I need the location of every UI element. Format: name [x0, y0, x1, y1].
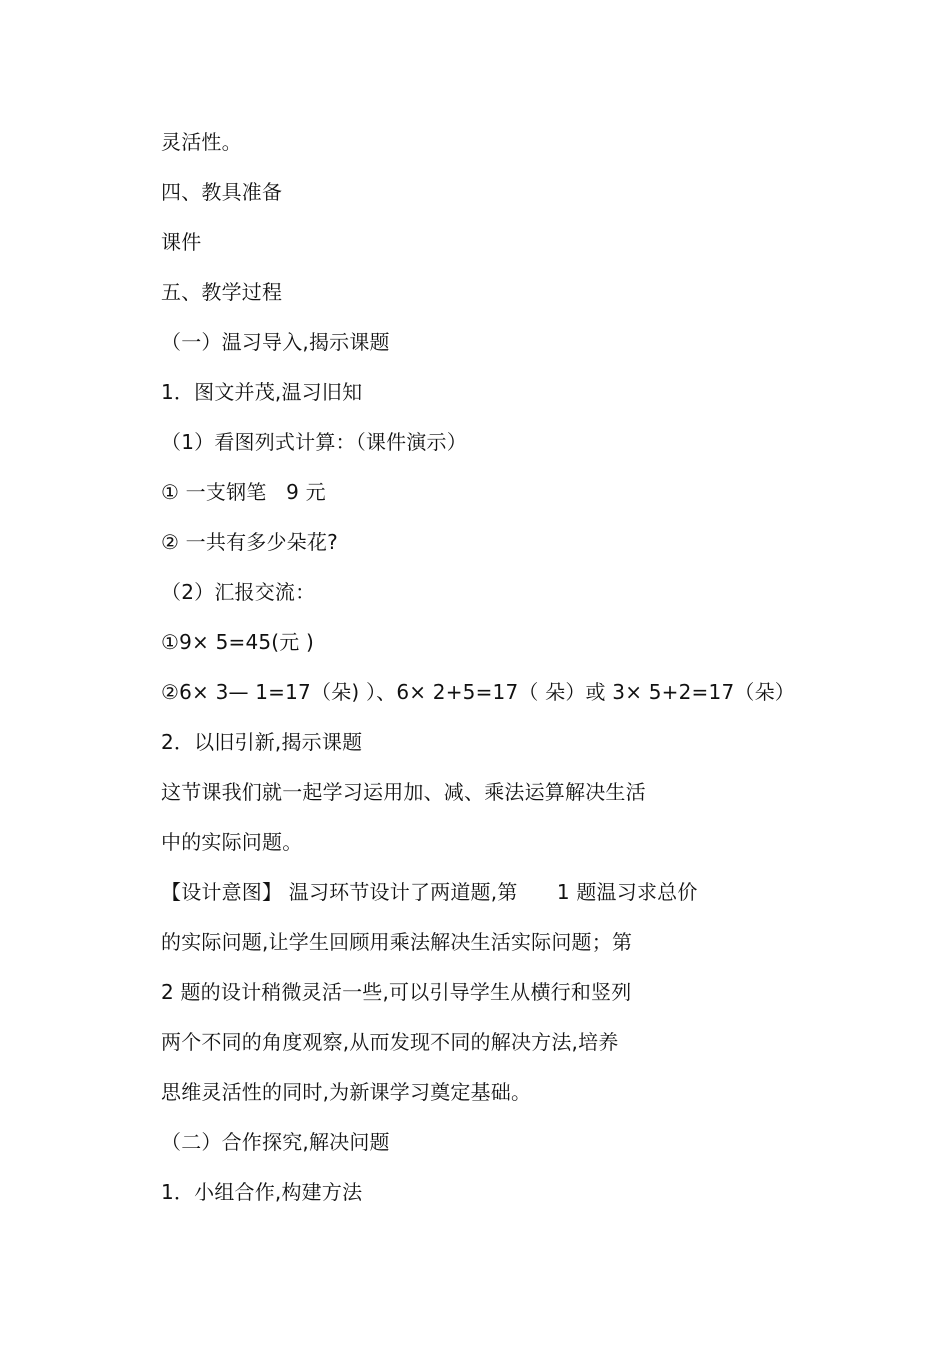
section-heading-teaching-aids: 四、教具准备	[161, 180, 283, 204]
paragraph-line-1: 这节课我们就一起学习运用加、减、乘法运算解决生活	[161, 780, 646, 804]
subsection-heading-explore: （二）合作探究,解决问题	[161, 1130, 390, 1154]
text-line-item-2: ② 一共有多少朵花?	[161, 530, 338, 554]
text-line-courseware: 课件	[161, 230, 202, 254]
design-intent-line-5: 思维灵活性的同时,为新课学习奠定基础。	[161, 1080, 532, 1104]
step-heading-1: 1．图文并茂,温习旧知	[161, 380, 363, 404]
equation-line-1: ①9× 5=45(元 )	[161, 630, 315, 654]
step-heading-2: 2．以旧引新,揭示课题	[161, 730, 363, 754]
step-heading-group-work: 1．小组合作,构建方法	[161, 1180, 363, 1204]
text-line-calc: （1）看图列式计算：（课件演示）	[161, 430, 467, 454]
design-intent-line-3: 2 题的设计稍微灵活一些,可以引导学生从横行和竖列	[161, 980, 632, 1004]
design-intent-line-4: 两个不同的角度观察,从而发现不同的解决方法,培养	[161, 1030, 619, 1054]
text-line-report: （2）汇报交流：	[161, 580, 316, 604]
paragraph-line-2: 中的实际问题。	[161, 830, 303, 854]
text-line-1: 灵活性。	[161, 130, 242, 154]
design-intent-line-2: 的实际问题,让学生回顾用乘法解决生活实际问题；第	[161, 930, 633, 954]
subsection-heading-review: （一）温习导入,揭示课题	[161, 330, 390, 354]
text-line-item-1: ① 一支钢笔 9 元	[161, 480, 326, 504]
section-heading-teaching-process: 五、教学过程	[161, 280, 283, 304]
design-intent-line-1: 【设计意图】 温习环节设计了两道题,第 1 题温习求总价	[161, 880, 698, 904]
equation-line-2: ②6× 3— 1=17（朵) ）、6× 2+5=17（ 朵）或 3× 5+2=17（朵）	[161, 680, 795, 704]
